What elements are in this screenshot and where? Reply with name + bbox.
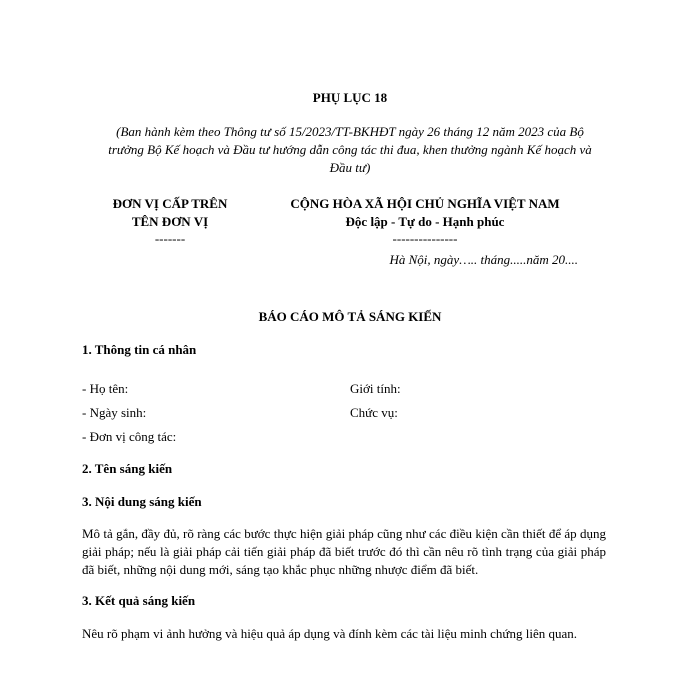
full-name-field: - Họ tên: — [82, 381, 129, 396]
subtitle-line-3: Đầu tư) — [329, 160, 371, 175]
position-field: Chức vụ: — [350, 405, 398, 420]
appendix-subtitle — [80, 123, 620, 177]
dob-field: - Ngày sinh: — [82, 405, 147, 420]
place-date: Hà Nội, ngày….. tháng.....năm 20.... — [389, 252, 578, 267]
header-right-rule: --------------- — [392, 231, 458, 246]
national-title: CỘNG HÒA XÃ HỘI CHỦ NGHĨA VIỆT NAM — [290, 196, 560, 211]
header-left-rule: ------- — [154, 231, 186, 246]
national-motto: Độc lập - Tự do - Hạnh phúc — [345, 214, 505, 229]
section3-body: Mô tả gắn, đầy đủ, rõ ràng các bước thực hiện giải pháp cũng như các điều kiện cần thiết để áp dụng giải pháp; nếu là giải pháp cải tiến giải pháp đã biết trước đó thì cần nêu rõ tình trạng của giải pháp đã biết, những nội dung mới, sáng tạo khắc phục những nhược điểm đã biết. — [82, 526, 606, 577]
gender-field: Giới tính: — [350, 381, 401, 396]
header-left-block — [90, 195, 250, 247]
section1-heading: 1. Thông tin cá nhân — [82, 342, 197, 357]
section4-heading: 3. Kết quả sáng kiến — [82, 593, 196, 608]
report-title: BÁO CÁO MÔ TẢ SÁNG KIẾN — [258, 309, 442, 324]
section3-heading: 3. Nội dung sáng kiến — [82, 494, 202, 509]
section2-heading: 2. Tên sáng kiến — [82, 461, 173, 476]
section4-body: Nêu rõ phạm vi ảnh hưởng và hiệu quả áp dụng và đính kèm các tài liệu minh chứng liên quan. — [82, 626, 577, 641]
workplace-field: - Đơn vị công tác: — [82, 429, 177, 444]
appendix-title: PHỤ LỤC 18 — [312, 90, 388, 105]
unit-name-label: TÊN ĐƠN VỊ — [131, 214, 209, 229]
subtitle-line-2: trưởng Bộ Kế hoạch và Đầu tư hướng dẫn công tác thi đua, khen thưởng ngành Kế hoạch và — [108, 142, 592, 157]
subtitle-line-1: (Ban hành kèm theo Thông tư số 15/2023/TT-BKHĐT ngày 26 tháng 12 năm 2023 của Bộ — [116, 124, 584, 139]
superior-unit-label: ĐƠN VỊ CẤP TRÊN — [112, 196, 228, 211]
header-right-block — [270, 195, 580, 247]
